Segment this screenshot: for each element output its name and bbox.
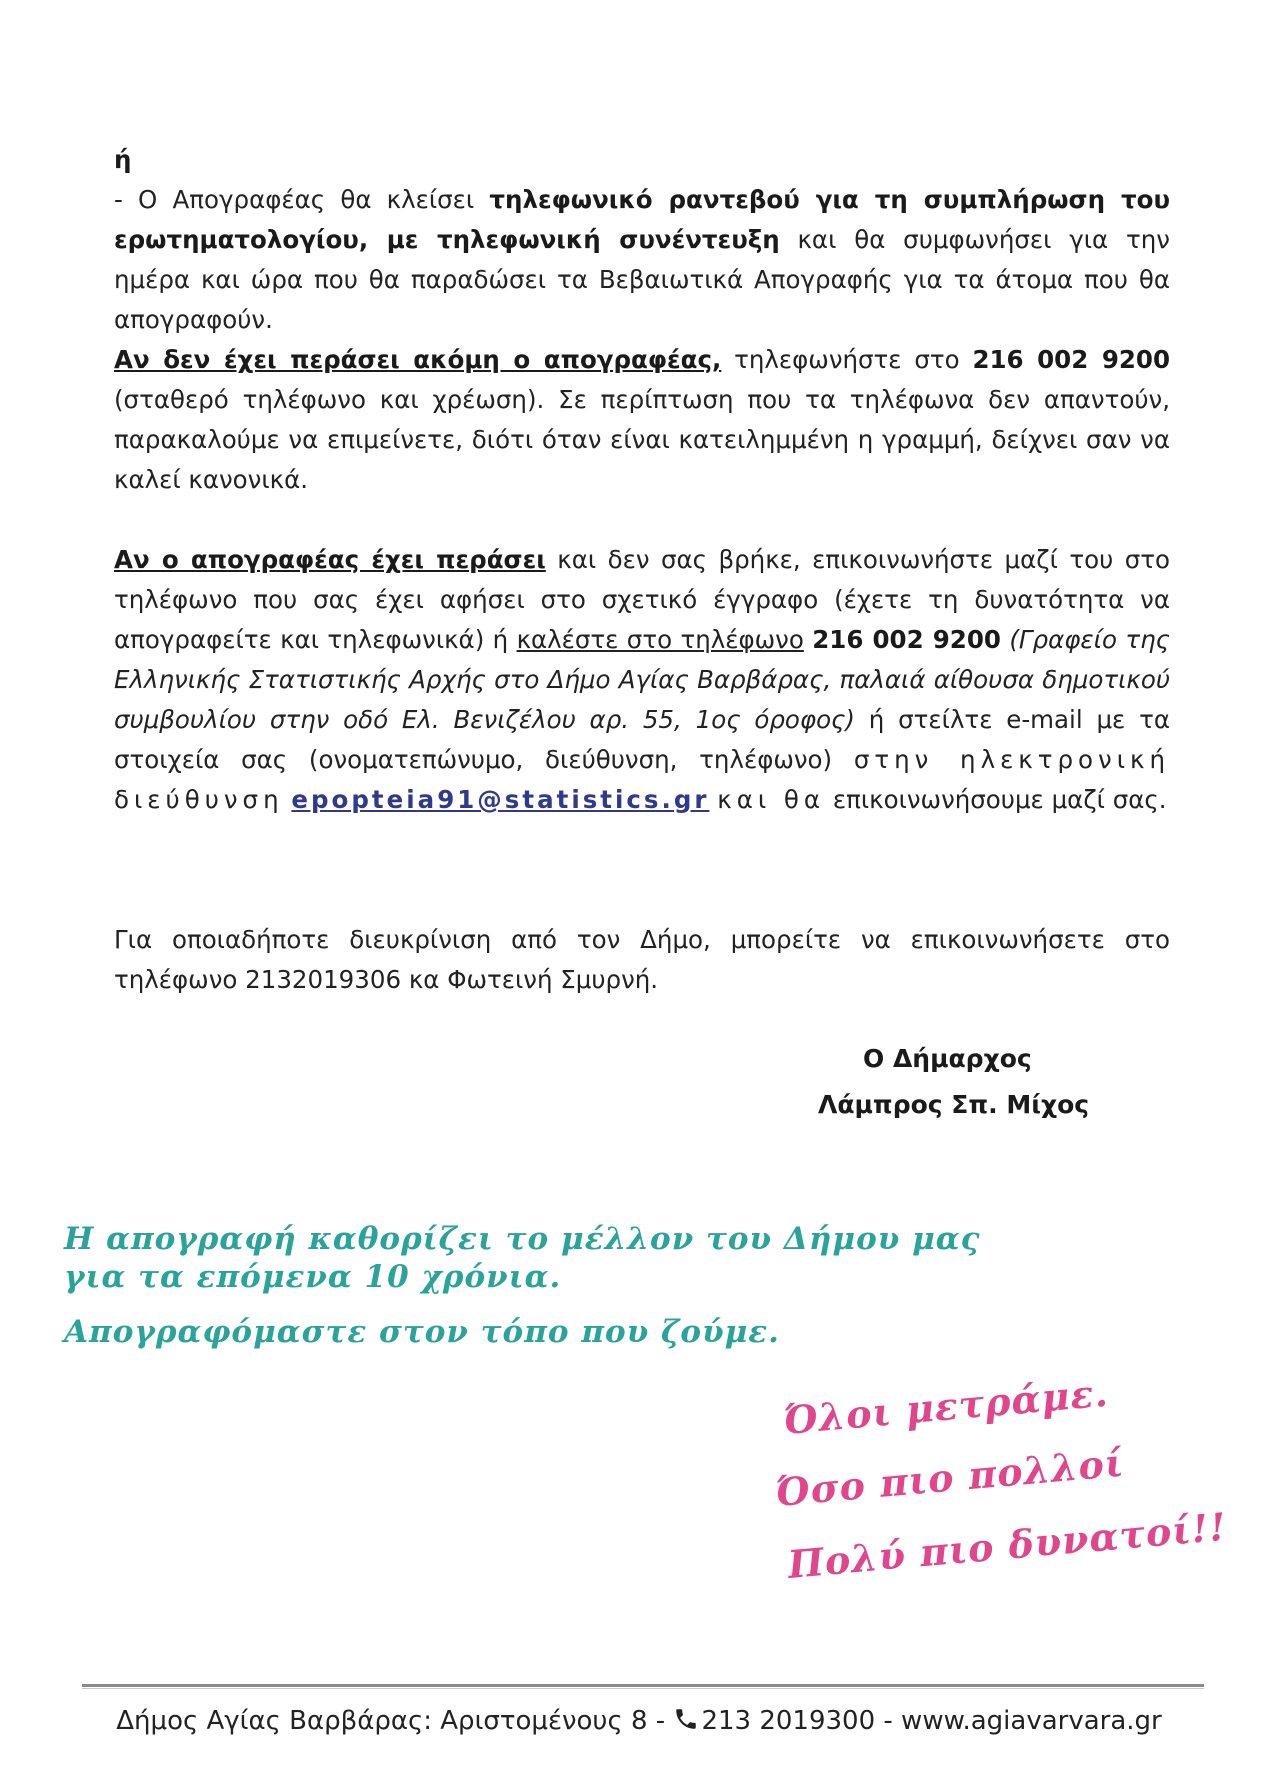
or-word: ή [114,145,132,174]
motto-line-2: Όσο πιο πολλοί [774,1439,1126,1515]
motto-line-3: Πολύ πιο δυνατοί!! [786,1503,1229,1587]
footer-address: Δήμος Αγίας Βαρβάρας: Αριστομένους 8 - [116,1706,674,1736]
slogan-line-1: Η απογραφή καθορίζει το μέλλον του Δήμου μας [64,1221,981,1257]
motto-line-1: Όλοι μετράμε. [782,1369,1111,1443]
paragraph-phone-appointment: - Ο Απογραφέας θα κλείσει τηλεφωνικό ραντεβού για τη συμπλήρωση του ερωτηματολογίου, με τηλεφωνική συνέντευξη και θα συμφωνήσει για την ημέρα και ώρα που θα παραδώσει τα Βεβαιωτικά Απογραφής για τα άτομα που θα απογραφούν. [114,185,1170,334]
footer [0,1706,1278,1736]
slogan-line-2: για τα επόμενα 10 χρόνια. [64,1259,562,1295]
footer-website[interactable]: - www.agiavarvara.gr [875,1706,1162,1736]
email-link[interactable]: epopteia91@statistics.gr [291,785,710,814]
signature-name: Λάμπρος Σπ. Μίχος [818,1090,1090,1119]
footer-divider [82,1684,1204,1687]
phone-icon [673,1706,699,1732]
paragraph-not-visited: Αν δεν έχει περάσει ακόμη ο απογραφέας, τηλεφωνήστε στο 216 002 9200 (σταθερό τηλέφωνο και χρέωση). Σε περίπτωση που τα τηλέφωνα δεν απαντούν, παρακαλούμε να επιμείνετε, διότι όταν είναι κατειλημμένη η γραμμή, δείχνει σαν να καλεί κανονικά. [114,345,1171,494]
paragraph-visited: Αν ο απογραφέας έχει περάσει και δεν σας βρήκε, επικοινωνήστε μαζί του στο τηλέφωνο που σας έχει αφήσει στο σχετικό έγγραφο (έχετε τη δυνατότητα να απογραφείτε και τηλεφωνικά) ή καλέστε στο τηλέφωνο 216 002 9200 (Γραφείο της Ελληνικής Στατιστικής Αρχής στο Δήμο Αγίας Βαρβάρας, παλαιά αίθουσα δημοτικού συμβουλίου στην οδό Ελ. Βενιζέλου αρ. 55, 1ος όροφος) ή στείλτε e-mail με τα στοιχεία σας (ονοματεπώνυμο, διεύθυνση, τηλέφωνο) στην ηλεκτρονική διεύθυνση epopteia91@statistics.gr και θα επικοινωνήσουμε μαζί σας. [114,545,1170,814]
footer-divider-shadow [82,1688,1204,1689]
paragraph-municipality-contact: Για οποιαδήποτε διευκρίνιση από τον Δήμο, μπορείτε να επικοινωνήσετε στο τηλέφωνο 2132019306 κα Φωτεινή Σμυρνή. [114,925,1170,994]
footer-phone: 213 2019300 [701,1706,876,1736]
signature-title: Ο Δήμαρχος [863,1044,1032,1073]
slogan-line-3: Απογραφόμαστε στον τόπο που ζούμε. [64,1314,780,1350]
